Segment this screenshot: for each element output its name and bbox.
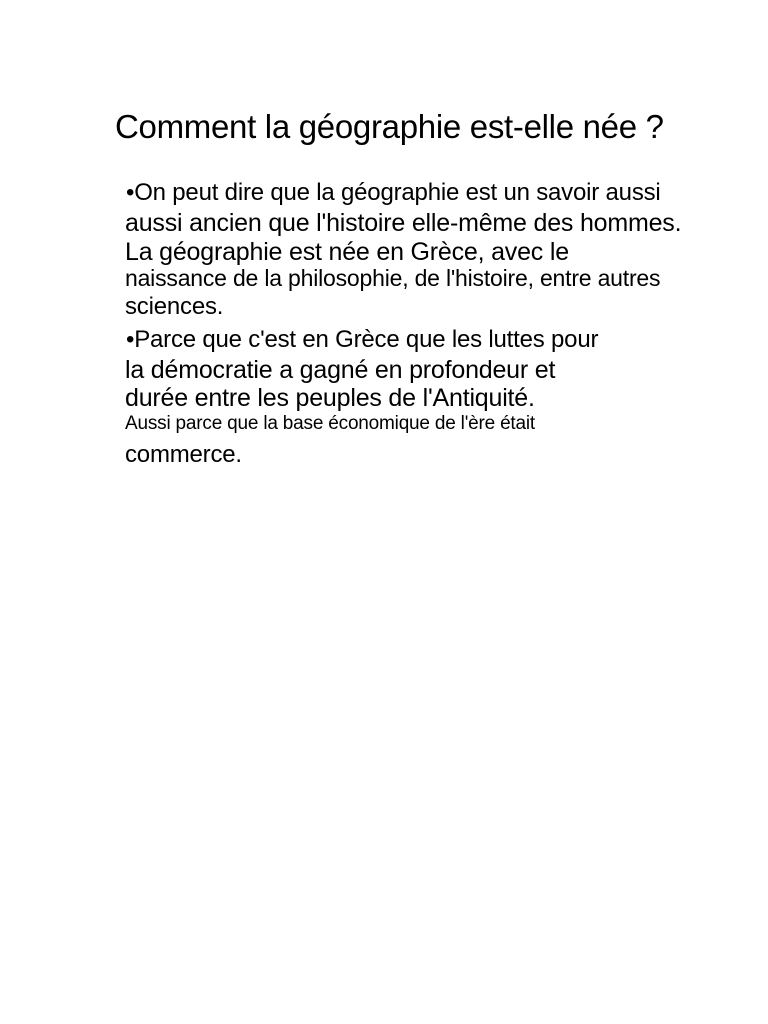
bullet-2-line-3: durée entre les peuples de l'Antiquité. xyxy=(125,384,535,412)
bullet-1-line-3: La géographie est née en Grèce, avec le xyxy=(125,238,569,266)
bullet-2-line-1: •Parce que c'est en Grèce que les luttes pour xyxy=(126,326,599,353)
bullet-2-line-4: Aussi parce que la base économique de l'ère était xyxy=(125,413,535,434)
bullet-2-line-5: commerce. xyxy=(125,441,242,468)
bullet-1-line-4: naissance de la philosophie, de l'histoire, entre autres xyxy=(125,265,661,291)
bullet-1-line-1: •On peut dire que la géographie est un savoir aussi xyxy=(126,179,661,206)
bullet-2-line-2: la démocratie a gagné en profondeur et xyxy=(125,356,556,384)
bullet-1-line-5: sciences. xyxy=(125,293,224,320)
bullet-1-line-2: aussi ancien que l'histoire elle-même des hommes. xyxy=(125,209,682,237)
page-title: Comment la géographie est-elle née ? xyxy=(115,108,664,145)
